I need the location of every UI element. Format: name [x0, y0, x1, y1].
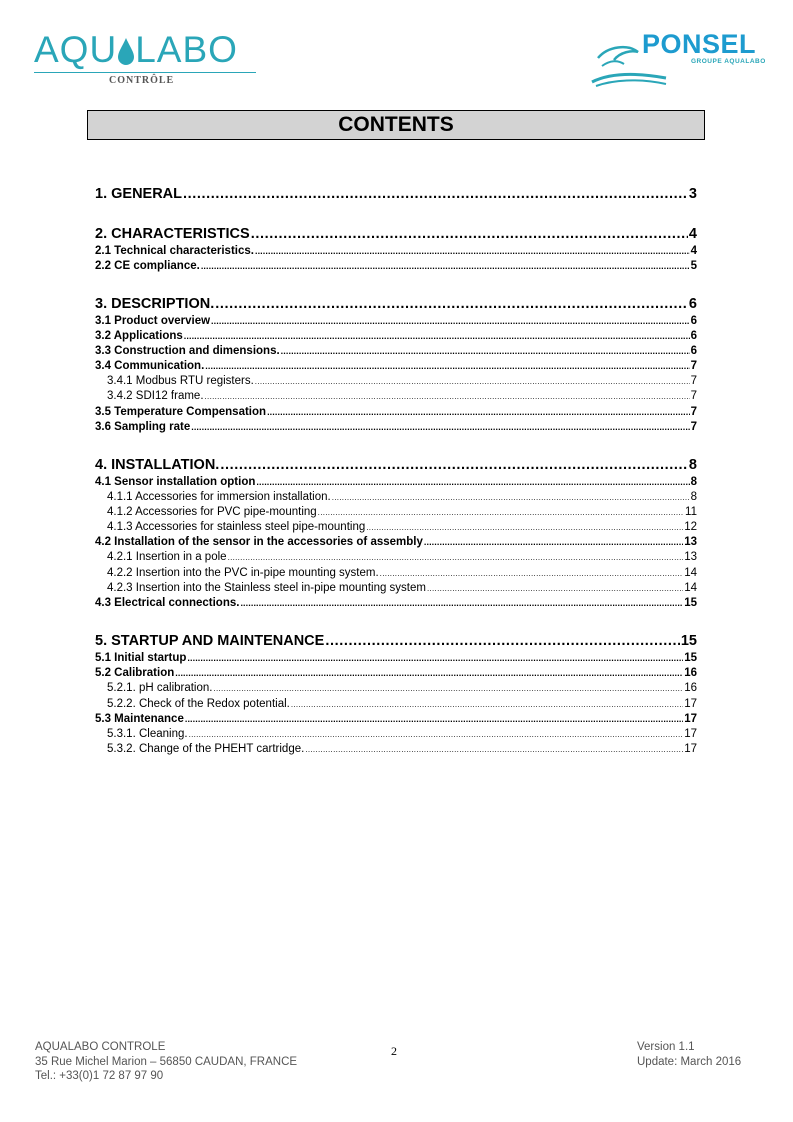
- toc-entry-label: 4.2 Installation of the sensor in the accessories of assembly: [95, 536, 423, 549]
- toc-leader-dots: [267, 405, 690, 420]
- toc-entry[interactable]: [95, 344, 697, 359]
- section-gap: [95, 274, 697, 290]
- toc-entry-page: 11: [685, 505, 697, 518]
- footer-version: Version 1.1: [637, 1041, 695, 1053]
- toc-leader-dots: [325, 632, 680, 651]
- toc-leader-dots: [255, 374, 690, 389]
- toc-entry[interactable]: [95, 520, 697, 535]
- toc-leader-dots: [240, 596, 683, 611]
- toc-entry-label: 4.2.3 Insertion into the Stainless steel in-pipe mounting system: [107, 582, 426, 595]
- toc-entry-page: 14: [684, 566, 697, 579]
- toc-leader-dots: [205, 389, 690, 404]
- toc-entry[interactable]: [95, 697, 697, 712]
- toc-entry-page: 6: [690, 315, 697, 327]
- toc-entry[interactable]: [95, 244, 697, 259]
- toc-leader-dots: [332, 490, 690, 505]
- ponsel-logo: [588, 28, 768, 90]
- toc-entry-label: 4.2.1 Insertion in a pole: [107, 551, 227, 564]
- toc-entry-label: 4.1.2 Accessories for PVC pipe-mounting: [107, 505, 317, 518]
- toc-entry-page: 15: [680, 633, 697, 650]
- toc-leader-dots: [215, 295, 688, 314]
- toc-entry-label: 3.4.1 Modbus RTU registers.: [107, 375, 254, 387]
- toc-entry[interactable]: [95, 566, 697, 581]
- toc-entry-label: 3.4.2 SDI12 frame.: [107, 390, 204, 403]
- toc-leader-dots: [187, 651, 683, 666]
- aqualabo-logo-rule: [34, 72, 256, 73]
- toc-entry-page: 17: [684, 743, 697, 756]
- toc-entry-label: 2.1 Technical characteristics.: [95, 245, 254, 257]
- toc-entry[interactable]: [95, 329, 697, 344]
- toc-entry[interactable]: [95, 405, 697, 420]
- footer-company-name: AQUALABO CONTROLE: [35, 1041, 166, 1053]
- ponsel-logo-text: PONSEL: [642, 29, 757, 59]
- toc-leader-dots: [205, 359, 689, 374]
- aqualabo-logo-subtitle: CONTRÔLE: [109, 75, 175, 86]
- toc-entry[interactable]: [95, 651, 697, 666]
- toc-entry-page: 4: [688, 226, 697, 242]
- toc-entry[interactable]: [95, 456, 697, 475]
- toc-entry-label: 4.3 Electrical connections.: [95, 597, 240, 610]
- toc-leader-dots: [281, 344, 690, 359]
- toc-entry[interactable]: [95, 225, 697, 244]
- toc-entry[interactable]: [95, 727, 697, 742]
- toc-entry[interactable]: [95, 185, 697, 204]
- toc-entry[interactable]: [95, 681, 697, 696]
- footer-company-info: [35, 1040, 297, 1084]
- toc-entry-page: 8: [690, 475, 697, 488]
- toc-entry-label: 1. GENERAL: [95, 186, 183, 202]
- toc-entry-page: 7: [690, 405, 697, 418]
- toc-leader-dots: [380, 566, 684, 581]
- toc-entry[interactable]: [95, 596, 697, 611]
- toc-entry[interactable]: [95, 389, 697, 404]
- toc-entry-page: 7: [690, 420, 697, 433]
- toc-entry-label: 4. INSTALLATION.: [95, 456, 220, 473]
- toc-entry-label: 3.6 Sampling rate: [95, 420, 191, 433]
- toc-leader-dots: [256, 475, 689, 490]
- toc-leader-dots: [318, 505, 684, 520]
- toc-entry[interactable]: [95, 550, 697, 565]
- toc-entry[interactable]: [95, 359, 697, 374]
- toc-entry-page: 8: [688, 456, 697, 473]
- page-title: CONTENTS: [338, 113, 454, 136]
- toc-entry-label: 2. CHARACTERISTICS: [95, 226, 250, 242]
- toc-leader-dots: [291, 697, 683, 712]
- toc-entry-page: 13: [684, 536, 697, 549]
- toc-entry-page: 13: [684, 551, 697, 564]
- toc-entry[interactable]: [95, 666, 697, 681]
- toc-leader-dots: [184, 329, 690, 344]
- toc-entry-label: 5.3 Maintenance: [95, 712, 184, 725]
- toc-leader-dots: [427, 581, 683, 596]
- toc-entry-label: 5.2.2. Check of the Redox potential.: [107, 697, 290, 710]
- toc-entry-label: 4.1.3 Accessories for stainless steel pipe-mounting: [107, 521, 366, 534]
- toc-leader-dots: [191, 420, 689, 435]
- aqualabo-logo: [34, 30, 259, 90]
- toc-entry[interactable]: [95, 490, 697, 505]
- toc-entry-page: 4: [690, 245, 697, 257]
- toc-entry-page: 7: [690, 360, 697, 372]
- toc-leader-dots: [366, 520, 683, 535]
- toc-entry-label: 3. DESCRIPTION.: [95, 296, 215, 312]
- toc-leader-dots: [251, 225, 688, 244]
- toc-entry-label: 3.3 Construction and dimensions.: [95, 345, 280, 357]
- toc-entry-label: 5.2 Calibration: [95, 667, 175, 680]
- toc-entry-page: 17: [684, 712, 697, 725]
- toc-entry-label: 3.5 Temperature Compensation: [95, 405, 267, 418]
- toc-entry-label: 5.3.1. Cleaning.: [107, 727, 188, 740]
- toc-entry-page: 7: [690, 390, 697, 403]
- toc-leader-dots: [220, 456, 688, 475]
- ponsel-logo-subtitle: GROUPE AQUALABO: [691, 58, 766, 65]
- toc-entry-label: 5.3.2. Change of the PHEHT cartridge.: [107, 743, 305, 756]
- toc-entry-page: 6: [690, 345, 697, 357]
- toc-entry[interactable]: [95, 475, 697, 490]
- toc-leader-dots: [305, 742, 683, 757]
- toc-entry[interactable]: [95, 420, 697, 435]
- toc-entry-label: 5.1 Initial startup: [95, 652, 187, 665]
- toc-entry-page: 15: [684, 597, 697, 610]
- toc-leader-dots: [255, 244, 690, 259]
- footer-phone: Tel.: +33(0)1 72 87 97 90: [35, 1070, 164, 1082]
- toc-leader-dots: [228, 550, 684, 565]
- toc-entry-label: 4.1.1 Accessories for immersion installation.: [107, 490, 331, 503]
- section-gap: [95, 611, 697, 627]
- toc-entry-label: 4.1 Sensor installation option: [95, 475, 256, 488]
- toc-entry-page: 6: [690, 330, 697, 342]
- toc-entry-page: 8: [690, 490, 697, 503]
- toc-entry-page: 12: [684, 521, 697, 534]
- aqualabo-logo-text: AQU LABO: [34, 29, 238, 70]
- toc-entry-page: 14: [684, 582, 697, 595]
- toc-leader-dots: [175, 666, 683, 681]
- footer-address: 35 Rue Michel Marion – 56850 CAUDAN, FRANCE: [35, 1055, 298, 1068]
- toc-entry[interactable]: [95, 742, 697, 757]
- toc-entry[interactable]: [95, 535, 697, 550]
- toc-entry-label: 5. STARTUP AND MAINTENANCE: [95, 633, 325, 650]
- toc-entry[interactable]: [95, 712, 697, 727]
- toc-entry-page: 6: [688, 296, 697, 312]
- toc-entry[interactable]: [95, 505, 697, 520]
- section-gap: [95, 204, 697, 220]
- toc-entry-page: 16: [684, 682, 697, 695]
- toc-entry-label: 2.2 CE compliance.: [95, 260, 200, 272]
- toc-entry-label: 3.2 Applications: [95, 330, 183, 342]
- toc-leader-dots: [183, 185, 688, 204]
- toc-entry-page: 15: [684, 652, 697, 665]
- toc-entry-page: 7: [690, 375, 697, 387]
- toc-entry-page: 17: [684, 697, 697, 710]
- footer-version-info: [637, 1040, 741, 1069]
- toc-leader-dots: [189, 727, 684, 742]
- toc-entry-page: 16: [684, 667, 697, 680]
- toc-entry[interactable]: [95, 314, 697, 329]
- toc-entry[interactable]: [95, 295, 697, 314]
- toc-leader-dots: [211, 314, 690, 329]
- toc-entry-page: 17: [684, 727, 697, 740]
- toc-leader-dots: [213, 681, 683, 696]
- toc-entry-page: 5: [690, 260, 697, 272]
- toc-entry-label: 5.2.1. pH calibration.: [107, 682, 213, 695]
- toc-entry[interactable]: [95, 259, 697, 274]
- toc-entry[interactable]: [95, 581, 697, 596]
- toc-entry-page: 3: [688, 186, 697, 202]
- contents-title-box: [87, 110, 705, 140]
- toc-entry[interactable]: [95, 374, 697, 389]
- toc-leader-dots: [201, 259, 690, 274]
- toc-leader-dots: [424, 535, 683, 550]
- toc-entry-label: 3.4 Communication.: [95, 360, 205, 372]
- water-drop-icon: [117, 33, 135, 61]
- page-number: 2: [391, 1044, 397, 1058]
- footer-update-date: Update: March 2016: [637, 1055, 742, 1068]
- section-gap: [95, 435, 697, 451]
- toc-entry[interactable]: [95, 632, 697, 651]
- toc-entry-label: 3.1 Product overview: [95, 315, 211, 327]
- toc-entry-label: 4.2.2 Insertion into the PVC in-pipe mounting system.: [107, 566, 379, 579]
- table-of-contents: [95, 180, 697, 758]
- toc-leader-dots: [185, 712, 683, 727]
